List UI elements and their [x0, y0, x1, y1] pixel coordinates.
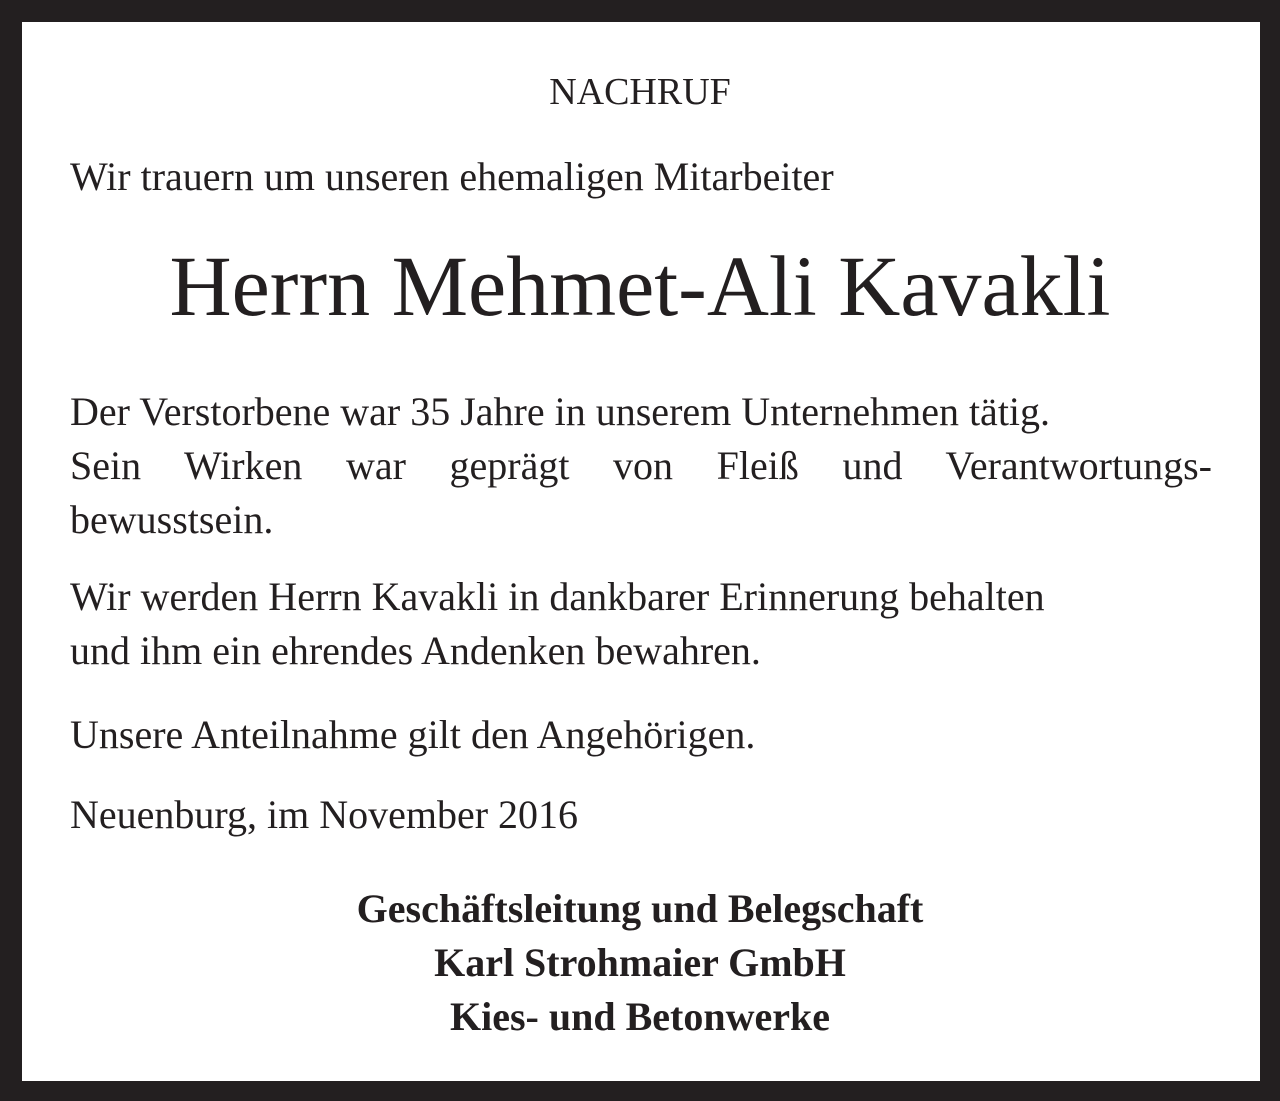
paragraph-line: und ihm ein ehrendes Andenken bewahren.	[70, 628, 761, 673]
signature-line: Geschäftsleitung und Belegschaft	[356, 886, 924, 931]
paragraph-condolence: Unsere Anteilnahme gilt den Angehörigen.	[70, 712, 756, 757]
signature-line: Kies- und Betonwerke	[450, 994, 830, 1039]
paragraph-remembrance	[70, 570, 1212, 678]
deceased-name: Herrn Mehmet-Ali Kavakli	[169, 238, 1111, 334]
paragraph-line: Sein Wirken war geprägt von Fleiß und Verantwortungs-	[70, 443, 1212, 488]
place-date: Neuenburg, im November 2016	[70, 792, 579, 837]
paragraph-line: Der Verstorbene war 35 Jahre in unserem Unternehmen tätig.	[70, 389, 1051, 434]
intro-line: Wir trauern um unseren ehemaligen Mitarbeiter	[70, 154, 834, 199]
notice-heading: NACHRUF	[549, 71, 731, 113]
paragraph-line: Wir werden Herrn Kavakli in dankbarer Erinnerung behalten	[70, 574, 1045, 619]
paragraph-line: bewusstsein.	[70, 497, 274, 542]
paragraph-service	[70, 385, 1212, 547]
signature-line: Karl Strohmaier GmbH	[434, 940, 846, 985]
signature-block	[0, 882, 1280, 1044]
